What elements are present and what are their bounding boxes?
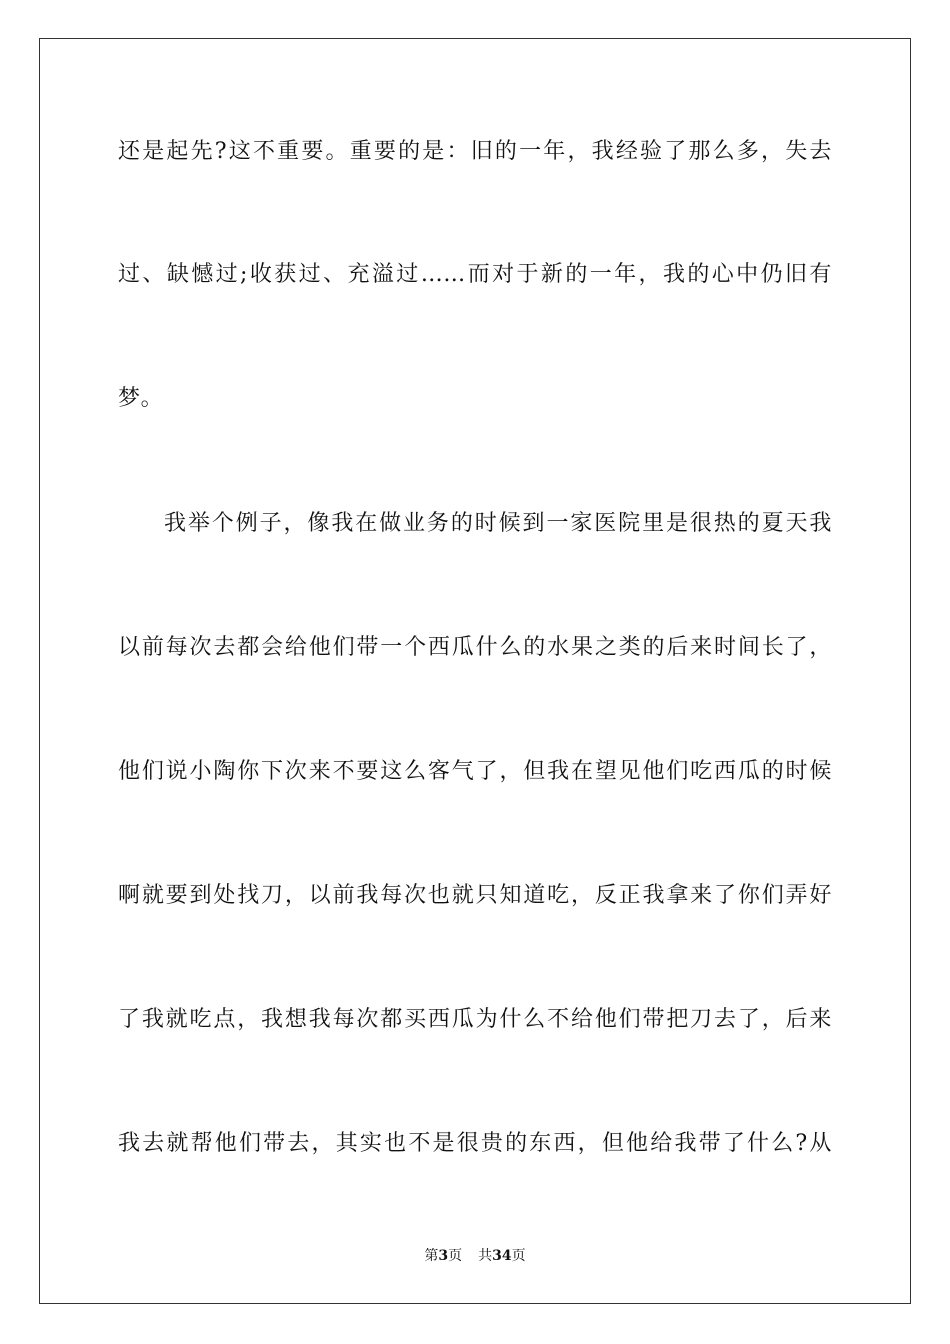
total-suffix: 页 — [511, 1248, 526, 1264]
text-line-5: 以前每次去都会给他们带一个西瓜什么的水果之类的后来时间长了， — [118, 635, 832, 660]
page-border — [39, 38, 911, 1304]
text-line-4: 我举个例子，像我在做业务的时候到一家医院里是很热的夏天我 — [164, 511, 832, 536]
total-pages: 34 — [492, 1248, 512, 1264]
page-footer — [0, 1247, 950, 1265]
page-number: 3 — [438, 1248, 449, 1264]
text-line-1: 还是起先?这不重要。重要的是：旧的一年，我经验了那么多，失去 — [118, 139, 832, 164]
text-line-9: 我去就帮他们带去，其实也不是很贵的东西，但他给我带了什么?从 — [118, 1131, 832, 1156]
total-prefix: 共 — [478, 1248, 493, 1264]
text-line-7: 啊就要到处找刀，以前我每次也就只知道吃，反正我拿来了你们弄好 — [118, 883, 832, 908]
text-line-8: 了我就吃点，我想我每次都买西瓜为什么不给他们带把刀去了，后来 — [118, 1007, 832, 1032]
page-prefix: 第 — [424, 1248, 439, 1264]
text-line-2: 过、缺憾过;收获过、充溢过……而对于新的一年，我的心中仍旧有 — [118, 262, 832, 287]
text-line-3: 梦。 — [118, 386, 164, 411]
text-line-6: 他们说小陶你下次来不要这么客气了，但我在望见他们吃西瓜的时候 — [118, 759, 832, 784]
page-suffix: 页 — [448, 1248, 463, 1264]
